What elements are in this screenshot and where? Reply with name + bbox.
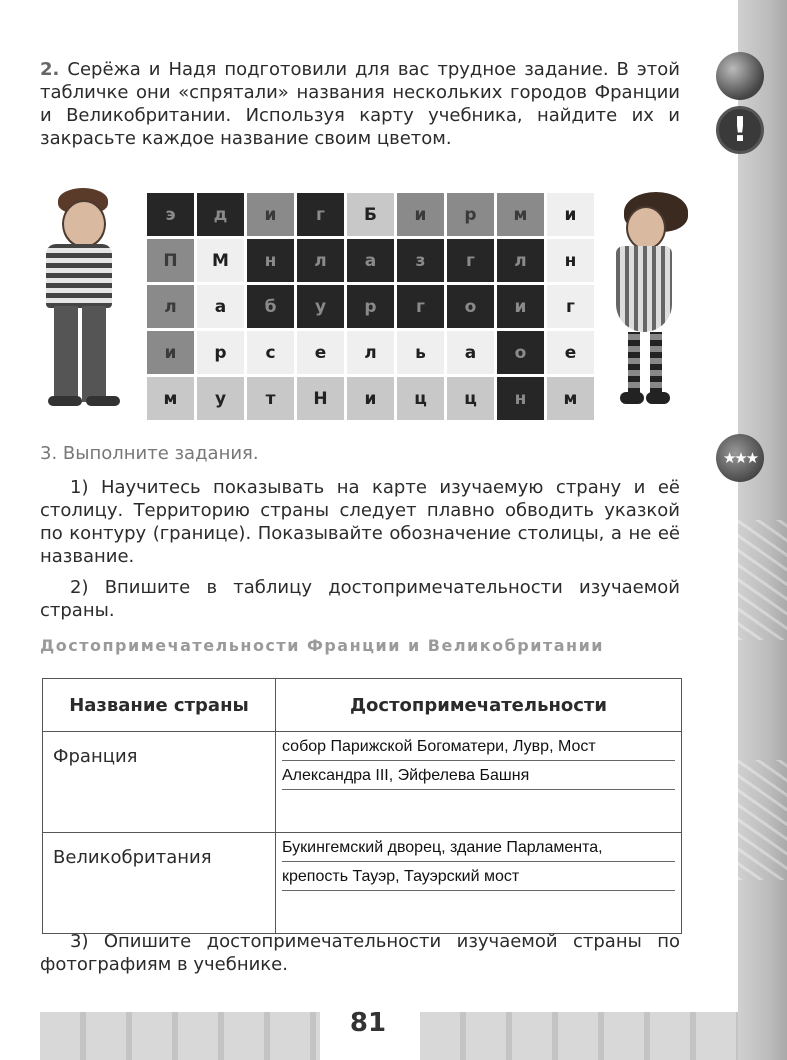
- letter-cell[interactable]: П: [147, 239, 194, 282]
- letter-cell[interactable]: и: [397, 193, 444, 236]
- table-caption: Достопримечательности Франции и Великобритании: [40, 636, 604, 655]
- letter-cell[interactable]: а: [347, 239, 394, 282]
- letter-cell[interactable]: а: [447, 331, 494, 374]
- letter-cell[interactable]: л: [297, 239, 344, 282]
- globe-icon: [716, 52, 764, 100]
- footer-decoration: [40, 1012, 320, 1060]
- handwritten-line: крепость Тауэр, Тауэрский мост: [282, 864, 675, 891]
- letter-cell[interactable]: г: [297, 193, 344, 236]
- letter-cell[interactable]: е: [297, 331, 344, 374]
- margin-pattern: [738, 760, 787, 880]
- letter-cell[interactable]: Б: [347, 193, 394, 236]
- letter-cell[interactable]: ц: [447, 377, 494, 420]
- letter-cell[interactable]: и: [347, 377, 394, 420]
- letter-cell[interactable]: б: [247, 285, 294, 328]
- letter-cell[interactable]: л: [347, 331, 394, 374]
- girl-illustration: [596, 192, 696, 414]
- task-3-item-3: 3) Опишите достопримечательности изучаемой страны по фотографиям в учебнике.: [40, 931, 680, 975]
- handwritten-line: Букингемский дворец, здание Парламента,: [282, 835, 675, 862]
- letter-cell[interactable]: Н: [297, 377, 344, 420]
- sights-table: [42, 678, 682, 934]
- column-header-country: Название страны: [43, 679, 276, 732]
- handwritten-line: Александра III, Эйфелева Башня: [282, 763, 675, 790]
- letter-cell[interactable]: э: [147, 193, 194, 236]
- sights-cell[interactable]: [276, 833, 682, 934]
- country-cell: Великобритания: [43, 833, 276, 934]
- table-header-row: [43, 679, 682, 732]
- letter-cell[interactable]: з: [397, 239, 444, 282]
- task-2-number: 2.: [40, 59, 60, 80]
- column-header-sights: Достопримечательности: [276, 679, 682, 732]
- table-row: [43, 732, 682, 833]
- exclamation-icon: !: [716, 106, 764, 154]
- letter-cell[interactable]: м: [497, 193, 544, 236]
- letter-cell[interactable]: и: [497, 285, 544, 328]
- boy-illustration: [36, 188, 132, 412]
- letter-cell[interactable]: ь: [397, 331, 444, 374]
- letter-cell[interactable]: у: [297, 285, 344, 328]
- task-2-body: Серёжа и Надя подготовили для вас трудное задание. В этой табличке они «спрятали» названия нескольких городов Франции и Великобритании. Используя карту учебника, найдите их и закрасьте каждое название своим цветом.: [40, 59, 680, 149]
- letter-cell[interactable]: а: [197, 285, 244, 328]
- letter-cell[interactable]: и: [547, 193, 594, 236]
- letter-cell[interactable]: н: [547, 239, 594, 282]
- letter-cell[interactable]: м: [147, 377, 194, 420]
- letter-cell[interactable]: л: [147, 285, 194, 328]
- footer-decoration: [420, 1012, 738, 1060]
- letter-cell[interactable]: и: [147, 331, 194, 374]
- letter-cell[interactable]: м: [547, 377, 594, 420]
- letter-cell[interactable]: о: [447, 285, 494, 328]
- letter-grid: [147, 193, 594, 420]
- letter-cell[interactable]: н: [247, 239, 294, 282]
- margin-pattern: [738, 520, 787, 640]
- letter-cell[interactable]: и: [247, 193, 294, 236]
- letter-cell[interactable]: у: [197, 377, 244, 420]
- letter-cell[interactable]: М: [197, 239, 244, 282]
- country-cell: Франция: [43, 732, 276, 833]
- letter-cell[interactable]: н: [497, 377, 544, 420]
- stars-icon: ★★★: [716, 434, 764, 482]
- letter-cell[interactable]: с: [247, 331, 294, 374]
- letter-cell[interactable]: ц: [397, 377, 444, 420]
- letter-cell[interactable]: е: [547, 331, 594, 374]
- letter-cell[interactable]: г: [447, 239, 494, 282]
- letter-cell[interactable]: г: [397, 285, 444, 328]
- sights-cell[interactable]: [276, 732, 682, 833]
- letter-cell[interactable]: т: [247, 377, 294, 420]
- letter-cell[interactable]: д: [197, 193, 244, 236]
- page-number: 81: [349, 1008, 387, 1038]
- letter-cell[interactable]: р: [347, 285, 394, 328]
- handwritten-line: собор Парижской Богоматери, Лувр, Мост: [282, 734, 675, 761]
- table-row: [43, 833, 682, 934]
- letter-cell[interactable]: р: [197, 331, 244, 374]
- letter-cell[interactable]: л: [497, 239, 544, 282]
- task-3-item-2: 2) Впишите в таблицу достопримечательности изучаемой страны.: [40, 577, 680, 621]
- task-3-heading: 3. Выполните задания.: [40, 443, 259, 464]
- task-2-text: [40, 58, 680, 150]
- page-margin-strip: [738, 0, 787, 1060]
- letter-cell[interactable]: р: [447, 193, 494, 236]
- letter-cell[interactable]: г: [547, 285, 594, 328]
- task-3-item-1: 1) Научитесь показывать на карте изучаемую страну и её столицу. Территорию страны следует плавно обводить указкой по контуру (границе). Показывайте обозначение столицы, а не её название.: [40, 477, 680, 567]
- letter-cell[interactable]: о: [497, 331, 544, 374]
